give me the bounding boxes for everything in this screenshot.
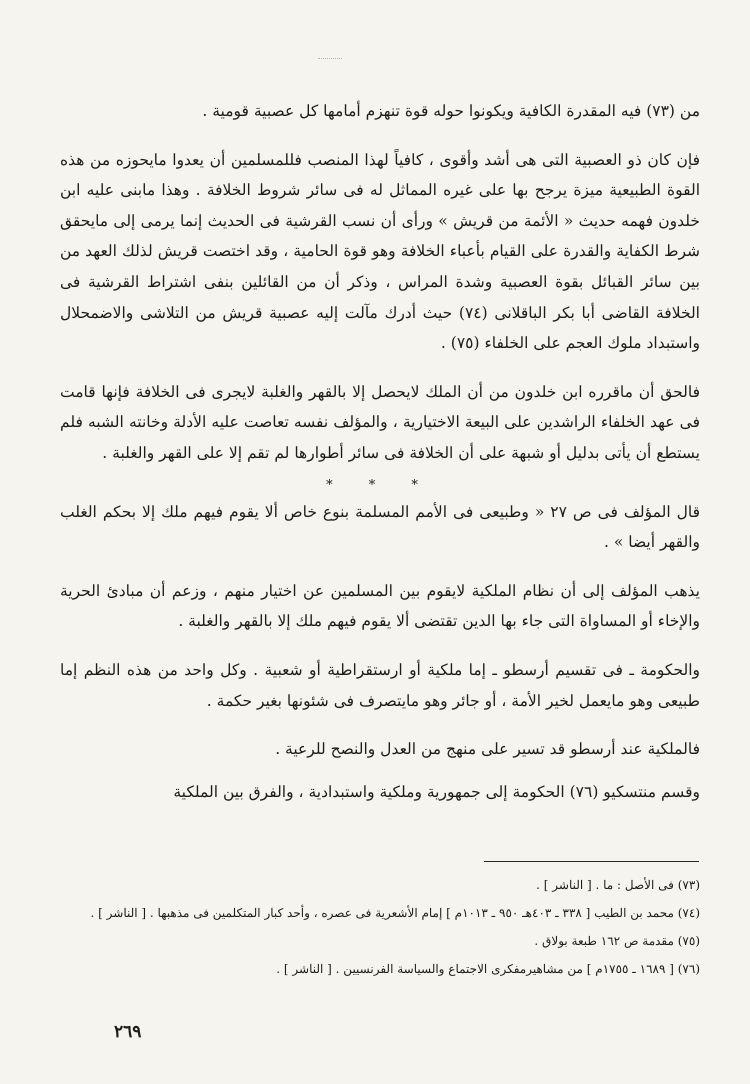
paragraph-8: وقسم منتسكيو (٧٦) الحكومة إلى جمهورية وملكية واستبدادية ، والفرق بين الملكية (173, 782, 700, 801)
section-separator: * * * (326, 477, 434, 493)
footnote-75: (٧٥) مقدمة ص ١٦٢ طبعة بولاق . (534, 934, 700, 948)
paragraph-4: قال المؤلف فى ص ٢٧ « وطبيعى فى الأمم المسلمة بنوع خاص ألا يقوم فيهم ملك إلا بحكم الغلب والقهر أيضا » . (60, 502, 700, 552)
paragraph-1: من (٧٣) فيه المقدرة الكافية ويكونوا حوله قوة تنهزم أمامها كل عصبية قومية . (202, 102, 700, 120)
main-text (60, 96, 700, 825)
footnote-divider (484, 861, 699, 862)
footnote-73: (٧٣) فى الأصل : ما . [ الناشر ] . (536, 878, 700, 892)
paragraph-2: فإن كان ذو العصبية التى هى أشد وأقوى ، كافياً لهذا المنصب فللمسلمين أن يعدوا مايحوزه من هذه القوة الطبيعية ميزة يرجح بها على غيره المماثل له فى سائر شروط الخلافة . وهذا مابنى عليه ابن خلدون فهمه حديث « الأئمة من قريش » ورأى أن نسب القرشية فى الحديث إنما يرمى إلى مايحقق شرط الكفاية والقدرة على القيام بأعباء الخلافة وهو قوة الحامية ، وقد اختصت قريش لذلك العهد من بين سائر القبائل بقوة العصبية وشدة المراس ، وذكر أن من القائلين بنفى اشتراط القرشية فى الخلافة القاضى أبا بكر الباقلانى (٧٤) حيث أدرك مآلت إليه عصبية قريش من التلاشى والاضمحلال واستبداد ملوك العجم على الخلفاء (٧٥) . (60, 150, 700, 353)
footnote-74: (٧٤) محمد بن الطيب [ ٣٣٨ ـ ٤٠٣هـ ٩٥٠ ـ ١٠١٣م ] إمام الأشعرية فى عصره ، وأحد كبار المتكلمين فى مذهبها . [ الناشر ] . (90, 906, 700, 920)
footnotes (60, 874, 700, 986)
paragraph-6: والحكومة ـ فى تقسيم أرسطو ـ إما ملكية أو ارستقراطية أو شعبية . وكل واحد من هذه النظم إما طبيعى وهو مايعمل لخير الأمة ، أو جائر وهو مايتصرف فى شئونها بغير حكمة . (60, 660, 700, 710)
footnote-76: (٧٦) [ ١٦٨٩ ـ ١٧٥٥م ] من مشاهيرمفكرى الاجتماع والسياسة الفرنسيين . [ الناشر ] . (276, 962, 700, 976)
paragraph-5: يذهب المؤلف إلى أن نظام الملكية لايقوم بين المسلمين عن اختيار منهم ، وزعم أن مبادئ الحرية والإخاء أو المساواة التى جاء بها الدين تقتضى ألا يقوم فيهم ملك إلا بالقهر والغلبة . (60, 581, 700, 631)
page-number: ٢٦٩ (114, 1022, 142, 1042)
print-mark (318, 58, 342, 61)
paragraph-3: فالحق أن ماقرره ابن خلدون من أن الملك لايحصل إلا بالقهر والغلبة لايجرى فى الخلافة فإنها قامت فى عهد الخلفاء الراشدين على البيعة الاختيارية ، والمؤلف نفسه تعاصت عليه الأدلة وخانته الشبه فلم يستطع أن يأتى بدليل أو شبهة على أن الخلافة فى سائر أطوارها لم تقم إلا على القهر والغلبة . (60, 382, 700, 462)
paragraph-7: فالملكية عند أرسطو قد تسير على منهج من العدل والنصح للرعية . (275, 740, 700, 759)
